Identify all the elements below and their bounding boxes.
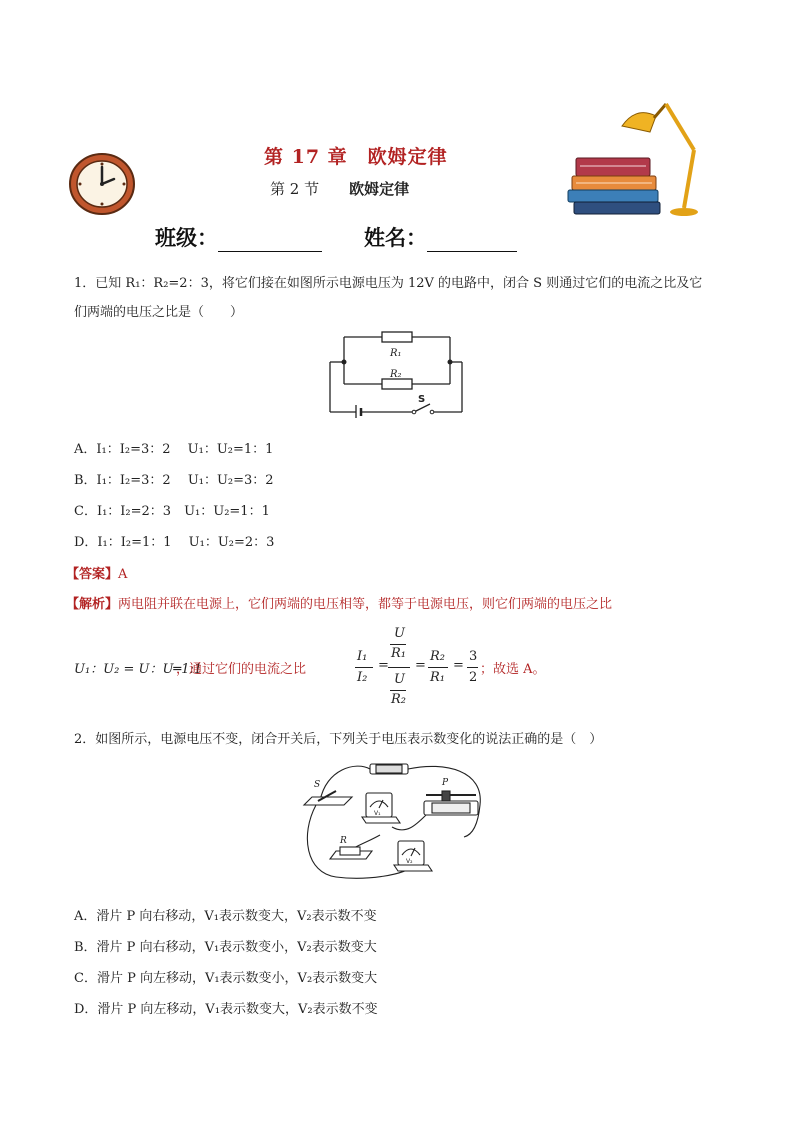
q2-stem: 2．如图所示，电源电压不变，闭合开关后，下列关于电压表示数变化的说法正确的是（ ） [74,732,603,747]
answer-value: A [118,567,128,582]
chapter-title: 第 17 章 欧姆定律 [264,146,448,168]
name-input[interactable] [427,229,517,252]
fig-switch-label: S [314,780,321,790]
u-bottom: U [394,672,405,687]
r2-num: R₂ [430,649,445,664]
analysis-label: 【解析】 [66,597,119,612]
q1-option-d: D．I₁：I₂=1：1 U₁：U₂=2：3 [74,535,275,550]
q1-option-c: C．I₁：I₂=2：3 U₁：U₂=1：1 [74,504,270,519]
q1-stem-line1: 1．已知 R₁：R₂=2：3，将它们接在如图所示电源电压为 12V 的电路中，闭合 S 则通过它们的电流之比及它 [74,276,703,291]
section-number: 第 2 节 [270,180,320,198]
books-lamp-illustration [566,96,716,222]
q1-analysis [66,593,612,612]
name-label: 姓名： [364,225,427,250]
fig-v1-label: V₁ [374,810,381,817]
r1-den: R₁ [391,646,406,661]
analysis-text: 两电阻并联在电源上，它们两端的电压相等，都等于电源电压，则它们两端的电压之比 [118,597,613,612]
r2-label: R₂ [390,369,402,380]
r1-label: R₁ [390,348,402,359]
q2-option-a: A．滑片 P 向右移动，V₁表示数变大，V₂表示数不变 [74,909,377,924]
q1-option-a: A．I₁：I₂=3：2 U₁：U₂=1：1 [74,442,274,457]
q1-formula: U₁：U₂ = U：U═1:1 ，通过它们的电流之比 I₁ I₂ = U R₁ U R₂ = R₂ R₁ = 3 2 ；故选 A。 [74,626,546,707]
num-3: 3 [469,649,478,664]
section-title [270,178,409,199]
q2-option-b: B．滑片 P 向右移动，V₁表示数变小，V₂表示数变大 [74,940,377,955]
r1-den2: R₁ [430,670,445,685]
section-name: 欧姆定律 [349,180,410,198]
voltage-ratio: U₁：U₂ = U：U═1:1 [74,662,203,677]
den-2: 2 [469,670,478,685]
q1-stem-line2: 们两端的电压之比是（ ） [74,305,244,320]
class-input[interactable] [218,229,322,252]
formula-end-text: ；故选 A。 [480,662,546,677]
answer-label: 【答案】 [66,567,119,582]
formula-mid-text: ，通过它们的电流之比 [176,662,307,677]
r2-den: R₂ [391,692,406,707]
class-label: 班级： [155,225,218,250]
fig-slider-label: P [442,778,449,788]
q1-option-b: B．I₁：I₂=3：2 U₁：U₂=3：2 [74,473,274,488]
switch-label: S [418,394,426,405]
fig-resistor-label: R [340,836,347,846]
q1-circuit-diagram [326,328,466,418]
fig-v2-label: V₂ [406,858,413,865]
q1-answer [66,563,127,582]
i1: I₁ [357,649,368,664]
q2-option-d: D．滑片 P 向左移动，V₁表示数变大，V₂表示数不变 [74,1002,378,1017]
i2: I₂ [357,670,368,685]
student-info-row [155,222,517,252]
clock-icon [66,150,138,216]
q2-option-c: C．滑片 P 向左移动，V₁表示数变小，V₂表示数变大 [74,971,378,986]
q2-circuit-figure [296,755,492,887]
u-top: U [394,626,405,641]
